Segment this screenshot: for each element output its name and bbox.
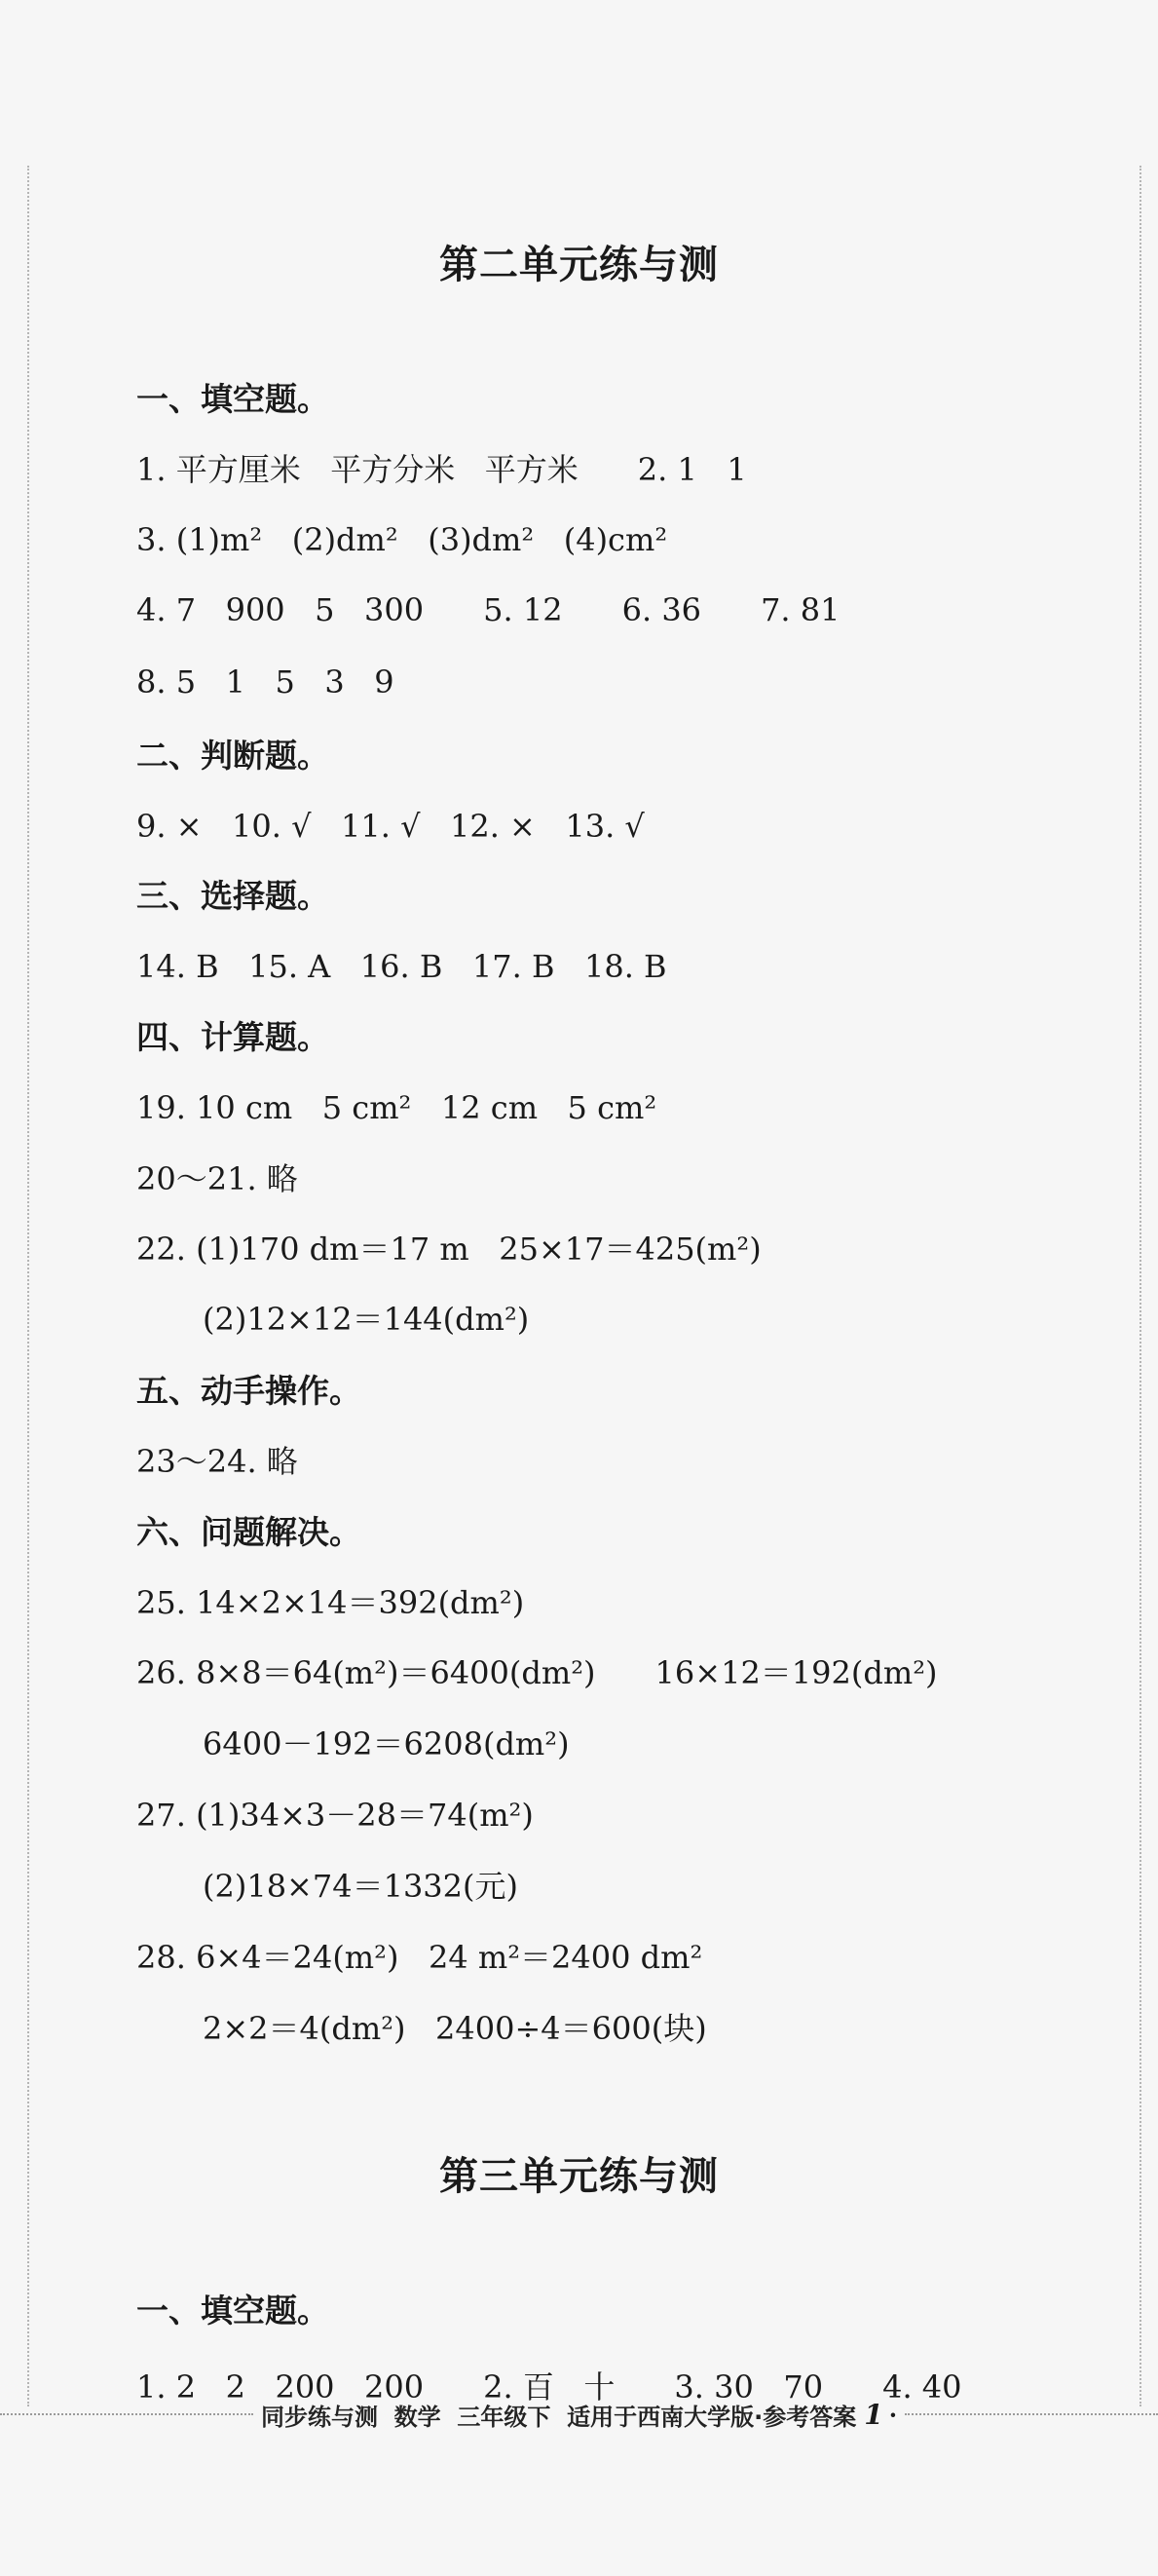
footer-left-dots — [0, 2413, 253, 2415]
footer-right-dots — [905, 2413, 1158, 2415]
answer-line-19: 19. 10 cm 5 cm² 12 cm 5 cm² — [136, 1089, 657, 1126]
answer-line-8: 8. 5 1 5 3 9 — [136, 663, 394, 701]
page-footer — [0, 2395, 1158, 2434]
page-number: 1 — [864, 2398, 883, 2431]
answer-line-1: 1. 平方厘米 平方分米 平方米 2. 1 1 — [136, 451, 747, 488]
section2-heading-handson: 五、动手操作。 — [136, 1372, 361, 1410]
section2-heading-fill-blank: 一、填空题。 — [136, 380, 329, 418]
section2-heading-calc: 四、计算题。 — [136, 1018, 329, 1056]
answer-line-9: 9. × 10. √ 11. √ 12. × 13. √ — [136, 808, 645, 845]
answer-line-28b: 2×2＝4(dm²) 2400÷4＝600(块) — [203, 2010, 707, 2047]
section2-title: 第二单元练与测 — [439, 243, 719, 287]
footer-bullet: · — [888, 2400, 898, 2429]
answer-line-23: 23～24. 略 — [136, 1443, 298, 1480]
section2-heading-choice: 三、选择题。 — [136, 877, 329, 915]
section2-heading-problems: 六、问题解决。 — [136, 1513, 361, 1551]
answer-line-27b: (2)18×74＝1332(元) — [203, 1868, 518, 1905]
left-dotted-border — [27, 166, 29, 2406]
answer-line-3: 3. (1)m² (2)dm² (3)dm² (4)cm² — [136, 521, 668, 558]
answer-line-28: 28. 6×4＝24(m²) 24 m²＝2400 dm² — [136, 1939, 703, 1976]
answer-line-14: 14. B 15. A 16. B 17. B 18. B — [136, 948, 667, 985]
section3-title: 第三单元练与测 — [439, 2154, 719, 2199]
answer-line-20: 20～21. 略 — [136, 1160, 298, 1197]
section3-answer-line-1: 1. 2 2 200 200 2. 百 十 3. 30 70 4. 40 — [136, 2368, 962, 2406]
answer-line-25: 25. 14×2×14＝392(dm²) — [136, 1584, 525, 1621]
answer-line-22b: (2)12×12＝144(dm²) — [203, 1301, 530, 1338]
section2-heading-true-false: 二、判断题。 — [136, 737, 329, 775]
answer-line-26b: 6400－192＝6208(dm²) — [203, 1725, 570, 1762]
answer-line-4: 4. 7 900 5 300 5. 12 6. 36 7. 81 — [136, 591, 840, 628]
answer-line-22: 22. (1)170 dm＝17 m 25×17＝425(m²) — [136, 1231, 762, 1268]
right-dotted-border — [1139, 166, 1141, 2406]
answer-line-27: 27. (1)34×3－28＝74(m²) — [136, 1797, 534, 1834]
section3-heading-fill-blank: 一、填空题。 — [136, 2292, 329, 2330]
answer-line-26: 26. 8×8＝64(m²)＝6400(dm²) 16×12＝192(dm²) — [136, 1654, 938, 1691]
footer-text: 同步练与测 数学 三年级下 适用于西南大学版·参考答案 — [260, 2403, 857, 2431]
